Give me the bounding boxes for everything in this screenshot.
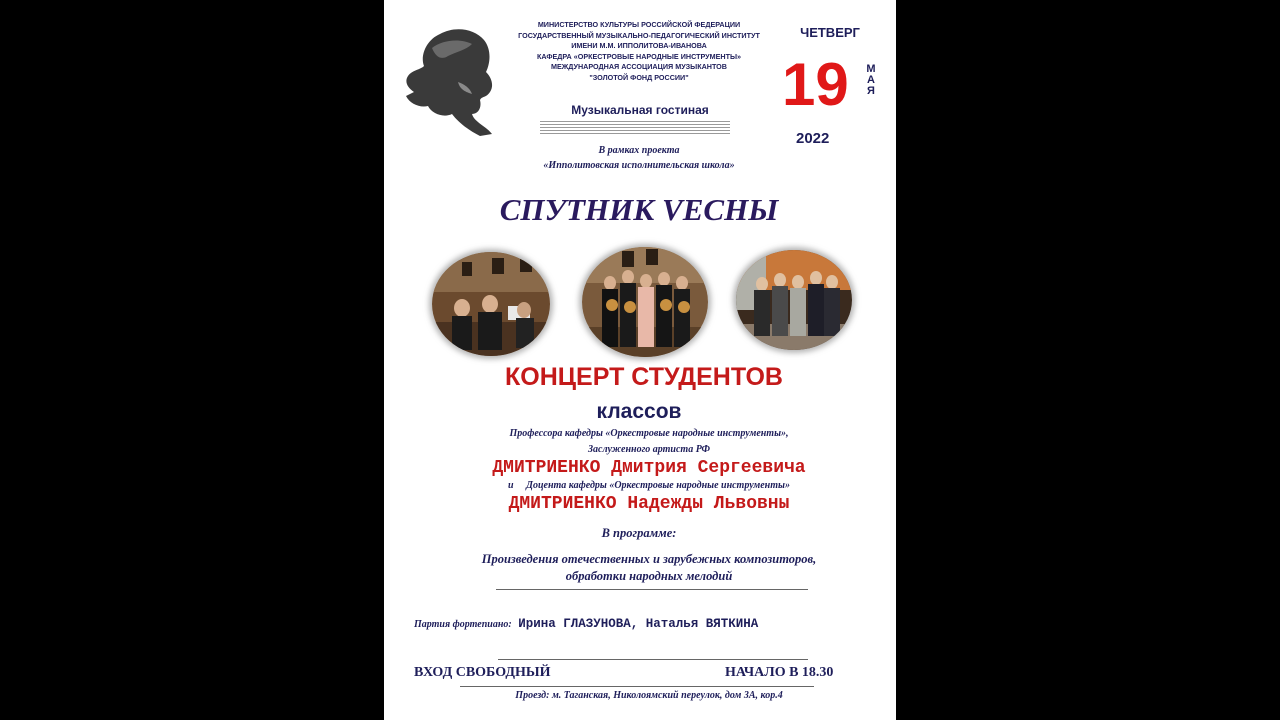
divider (496, 589, 808, 590)
classes-heading: классов (596, 400, 682, 423)
teacher-name-1: ДМИТРИЕНКО Дмитрия Сергеевича (492, 458, 806, 478)
org-line: "ЗОЛОТОЙ ФОНД РОССИИ" (589, 72, 689, 82)
month-vertical: МАЯ (866, 63, 876, 97)
project-name: «Ипполитовская исполнительская школа» (543, 160, 735, 171)
professor-title (424, 426, 874, 458)
org-line: МИНИСТЕРСТВО КУЛЬТУРЫ РОССИЙСКОЙ ФЕДЕРАЦИИ (537, 20, 741, 29)
concert-poster (384, 0, 896, 720)
piano-label: Партия фортепиано: (414, 619, 512, 630)
piano-accompaniment (414, 617, 894, 631)
outdoor-group-photo (736, 250, 852, 350)
weekday: ЧЕТВЕРГ (800, 25, 860, 40)
address: Проезд: м. Таганская, Николоямский переулок, дом 3А, кор.4 (515, 690, 783, 701)
project-line: В рамках проекта (598, 145, 680, 156)
docent-title (424, 480, 874, 491)
domra-ensemble-photo (582, 247, 708, 357)
salon-title: Музыкальная гостиная (571, 103, 709, 117)
concert-heading: КОНЦЕРТ СТУДЕНТОВ (505, 363, 783, 391)
org-line: МЕЖДУНАРОДНАЯ АССОЦИАЦИЯ МУЗЫКАНТОВ (551, 62, 727, 72)
start-time: НАЧАЛО В 18.30 (725, 665, 834, 680)
docent-conjunction: и (508, 480, 514, 491)
pianist-names: Ирина ГЛАЗУНОВА, Наталья ВЯТКИНА (518, 617, 759, 631)
divider (460, 686, 814, 687)
program-line: обработки народных мелодий (565, 569, 733, 583)
concert-title: СПУТНИК VЕСНЫ (499, 192, 779, 227)
year: 2022 (796, 130, 830, 147)
teacher-name-2: ДМИТРИЕНКО Надежды Львовны (508, 494, 790, 514)
day-number: 19 (782, 51, 849, 118)
project-note (474, 143, 804, 173)
org-line: КАФЕДРА «ОРКЕСТРОВЫЕ НАРОДНЫЕ ИНСТРУМЕНТЫ» (536, 51, 742, 61)
org-line: ГОСУДАРСТВЕННЫЙ МУЗЫКАЛЬНО-ПЕДАГОГИЧЕСКИЙ ИНСТИТУТ (518, 30, 760, 40)
professor-title-line: Профессора кафедры «Оркестровые народные инструменты», (509, 428, 789, 439)
docent-title-text: Доцента кафедры «Оркестровые народные инструменты» (526, 480, 790, 491)
program-label: В программе: (601, 526, 677, 540)
trio-rehearsal-photo (432, 252, 550, 356)
divider (498, 659, 808, 660)
free-entry: ВХОД СВОБОДНЫЙ (414, 665, 551, 680)
program-line: Произведения отечественных и зарубежных композиторов, (481, 552, 817, 566)
music-staff-decoration (540, 121, 730, 136)
org-line: ИМЕНИ М.М. ИППОЛИТОВА-ИВАНОВА (571, 41, 707, 51)
organization-block (504, 20, 774, 84)
professor-title-line: Заслуженного артиста РФ (587, 444, 711, 455)
program-works (404, 551, 894, 585)
composer-portrait-logo (402, 26, 502, 143)
